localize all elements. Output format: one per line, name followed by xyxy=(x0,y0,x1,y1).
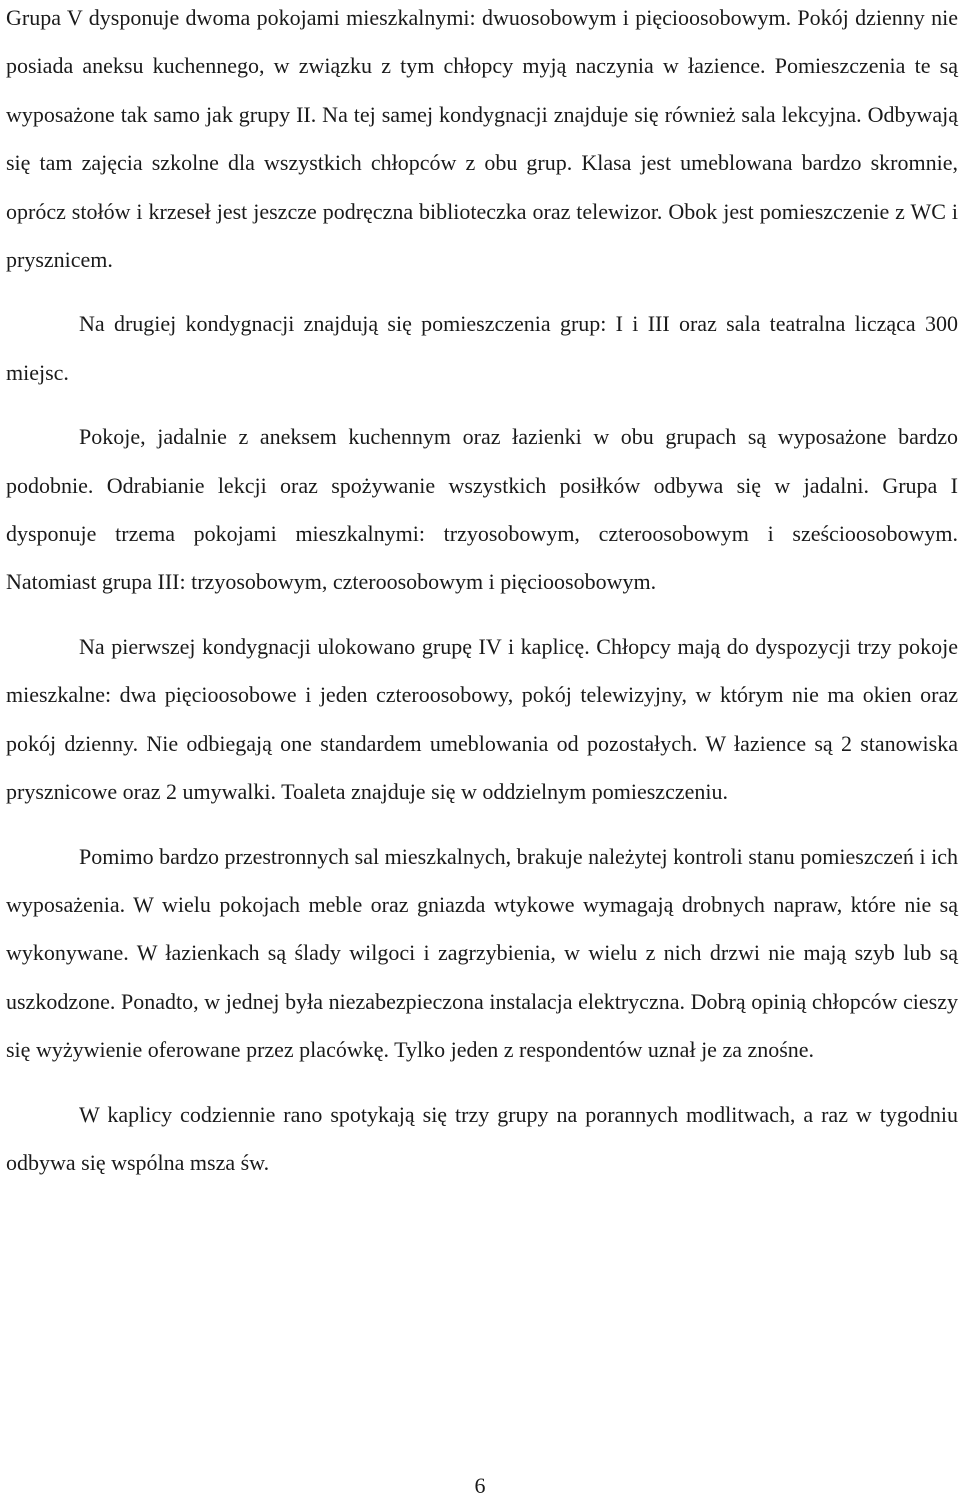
paragraph-first-floor: Na pierwszej kondygnacji ulokowano grupę IV i kaplicę. Chłopcy mają do dyspozycji trzy pokoje mieszkalne: dwa pięcioosobowe i jeden czteroosobowy, pokój telewizyjny, w którym nie ma okien oraz pokój dzienny. Nie odbiegają one standardem umeblowania od pozostałych. W łazience są 2 stanowiska prysznicowe oraz 2 umywalki. Toaleta znajduje się w oddzielnym pomieszczeniu. xyxy=(6,633,958,805)
paragraph-rooms: Pokoje, jadalnie z aneksem kuchennym oraz łazienki w obu grupach są wyposażone bardzo podobnie. Odrabianie lekcji oraz spożywanie wszystkich posiłków odbywa się w jadalni. Grupa I dysponuje trzema pokojami mieszkalnymi: trzyosobowym, czteroosobowym i sześcioosobowym. Natomiast grupa III: trzyosobowym, czteroosobowym i pięcioosobowym. xyxy=(6,424,958,595)
paragraph-second-floor: Na drugiej kondygnacji znajdują się pomieszczenia grup: I i III oraz sala teatralna licząca 300 miejsc. xyxy=(6,311,958,385)
page-number: 6 xyxy=(474,1473,486,1498)
document-page xyxy=(6,0,958,1187)
paragraph-group-v: Grupa V dysponuje dwoma pokojami mieszkalnymi: dwuosobowym i pięcioosobowym. Pokój dzienny nie posiada aneksu kuchennego, w związku z tym chłopcy myją naczynia w łazience. Pomieszczenia te są wyposażone tak samo jak grupy II. Na tej samej kondygnacji znajduje się również sala lekcyjna. Odbywają się tam zajęcia szkolne dla wszystkich chłopców z obu grup. Klasa jest umeblowana bardzo skromnie, oprócz stołów i krzeseł jest jeszcze podręczna biblioteczka oraz telewizor. Obok jest pomieszczenie z WC i prysznicem. xyxy=(6,5,958,273)
paragraph-chapel: W kaplicy codziennie rano spotykają się trzy grupy na porannych modlitwach, a raz w tygodniu odbywa się wspólna msza św. xyxy=(6,1101,958,1175)
paragraph-conditions: Pomimo bardzo przestronnych sal mieszkalnych, brakuje należytej kontroli stanu pomieszczeń i ich wyposażenia. W wielu pokojach meble oraz gniazda wtykowe wymagają drobnych napraw, które nie są wykonywane. W łazienkach są ślady wilgoci i zagrzybienia, w wielu z nich drzwi nie mają szyb lub są uszkodzone. Ponadto, w jednej była niezabezpieczona instalacja elektryczna. Dobrą opinią chłopców cieszy się wyżywienie oferowane przez placówkę. Tylko jeden z respondentów uznał je za znośne. xyxy=(6,843,958,1063)
